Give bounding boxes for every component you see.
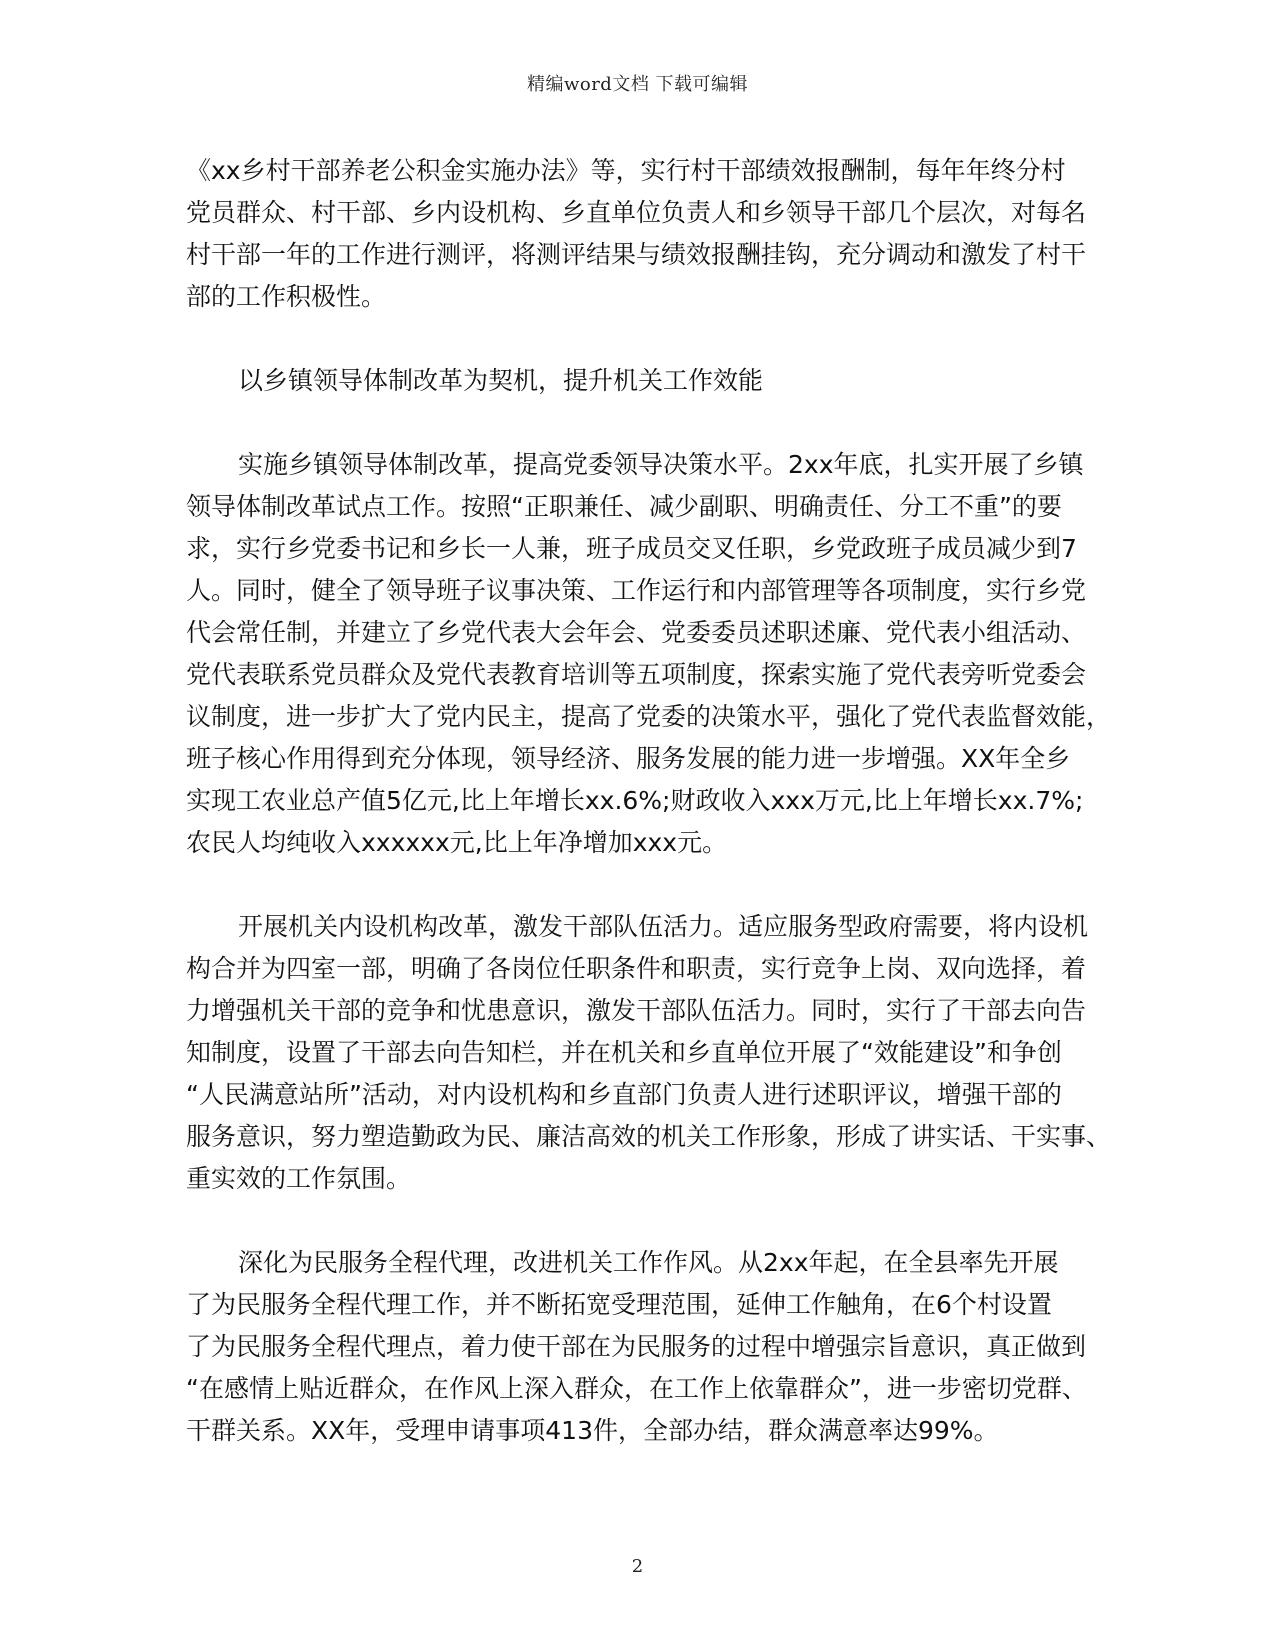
paragraph-service-agency [186,1242,1106,1452]
text-line: 部的工作积极性。 [186,282,387,311]
page-number: 2 [631,1556,644,1577]
text-line: 党员群众、村干部、乡内设机构、乡直单位负责人和乡领导干部几个层次，对每名 [186,198,1087,227]
text-line: 了为民服务全程代理点，着力使干部在为民服务的过程中增强宗旨意识，真正做到 [186,1332,1087,1361]
section-heading-text: 以乡镇领导体制改革为契机，提升机关工作效能 [238,366,764,395]
document-body [186,150,1112,1452]
text-line: 干群关系。XX年，受理申请事项413件，全部办结，群众满意率达99%。 [186,1416,999,1445]
text-line: 人。同时，健全了领导班子议事决策、工作运行和内部管理等各项制度，实行乡党 [186,576,1087,605]
text-line: “在感情上贴近群众，在作风上深入群众，在工作上依靠群众”，进一步密切党群、 [186,1374,1087,1403]
text-line: 党代表联系党员群众及党代表教育培训等五项制度，探索实施了党代表旁听党委会 [186,660,1087,689]
text-line: “人民满意站所”活动，对内设机构和乡直部门负责人进行述职评议，增强干部的 [186,1080,1062,1109]
text-line: 开展机关内设机构改革，激发干部队伍活力。适应服务型政府需要，将内设机 [238,912,1089,941]
text-line: 议制度，进一步扩大了党内民主，提高了党委的决策水平，强化了党代表监督效能， [186,702,1112,731]
section-heading [186,360,1106,402]
text-line: 求，实行乡党委书记和乡长一人兼，班子成员交叉任职，乡党政班子成员减少到7 [186,534,1077,563]
text-line: 深化为民服务全程代理，改进机关工作作风。从2xx年起，在全县率先开展 [238,1248,1059,1277]
text-line: 构合并为四室一部，明确了各岗位任职条件和职责，实行竞争上岗、双向选择，着 [186,954,1087,983]
paragraph-pension-policy [186,150,1106,318]
text-line: 重实效的工作氛围。 [186,1164,412,1193]
text-line: 服务意识，努力塑造勤政为民、廉洁高效的机关工作形象，形成了讲实话、干实事、 [186,1122,1112,1151]
text-line: 农民人均纯收入xxxxxx元,比上年净增加xxx元。 [186,828,728,857]
text-line: 知制度，设置了干部去向告知栏，并在机关和乡直单位开展了“效能建设”和争创 [186,1038,1062,1067]
paragraph-institution-reform [186,906,1112,1200]
text-line: 力增强机关干部的竞争和忧患意识，激发干部队伍活力。同时，实行了干部去向告 [186,996,1087,1025]
text-line: 代会常任制，并建立了乡党代表大会年会、党委委员述职述廉、党代表小组活动、 [186,618,1087,647]
text-line: 实施乡镇领导体制改革，提高党委领导决策水平。2xx年底，扎实开展了乡镇 [238,450,1084,479]
text-line: 了为民服务全程代理工作，并不断拓宽受理范围，延伸工作触角，在6个村设置 [186,1290,1052,1319]
text-line: 领导体制改革试点工作。按照“正职兼任、减少副职、明确责任、分工不重”的要 [186,492,1062,521]
text-line: 实现工农业总产值5亿元,比上年增长xx.6%;财政收入xxx万元,比上年增长xx.7%; [186,786,1084,815]
text-line: 《xx乡村干部养老公积金实施办法》等，实行村干部绩效报酬制，每年年终分村 [186,156,1066,185]
text-line: 班子核心作用得到充分体现，领导经济、服务发展的能力进一步增强。XX年全乡 [186,744,1071,773]
text-line: 村干部一年的工作进行测评，将测评结果与绩效报酬挂钩，充分调动和激发了村干 [186,240,1087,269]
paragraph-leadership-reform [186,444,1112,864]
page-header: 精编word文档 下载可编辑 [526,74,749,95]
